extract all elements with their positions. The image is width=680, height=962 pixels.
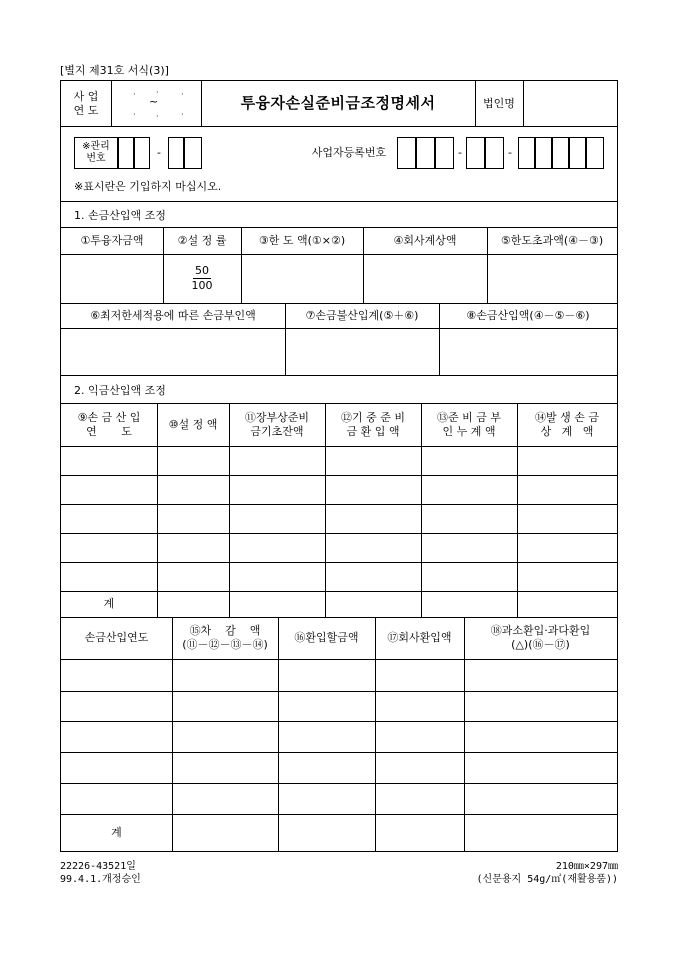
divider xyxy=(517,403,518,617)
s2-header-year: 손금산입연도 xyxy=(84,631,149,645)
mgmt-no-box-4[interactable] xyxy=(184,137,202,169)
reg-no-dash-2: - xyxy=(508,146,512,160)
s1-header-8: ⑧손금산입액(④－⑤－⑥) xyxy=(466,308,590,322)
s2-header-9: ⑨손 금 산 입 연 도 xyxy=(77,410,141,438)
business-year-tilde: ~ xyxy=(149,95,159,108)
s2-header-13: ⑬준 비 금 부 인 누 계 액 xyxy=(437,410,501,438)
s1-header-2: ②설 정 률 xyxy=(177,233,227,247)
divider xyxy=(61,446,617,447)
mgmt-no-label: ※관리 번호 xyxy=(82,140,110,164)
s2-total-label: 계 xyxy=(103,597,115,611)
section2-title: 2. 익금산입액 조정 xyxy=(74,384,166,397)
footer-right-1: 210㎜×297㎜ xyxy=(555,861,618,872)
corp-name-label: 법인명 xyxy=(483,96,515,110)
rate-value xyxy=(163,254,241,303)
reg-no-box-8[interactable] xyxy=(552,137,569,169)
divider xyxy=(163,227,164,303)
rate-denominator: 100 xyxy=(191,279,213,292)
form-title: 투융자손실준비금조정명세서 xyxy=(240,94,436,113)
mgmt-no-box-2[interactable] xyxy=(134,137,150,169)
divider xyxy=(61,504,617,505)
business-year-label: 사 업 연 도 xyxy=(73,89,99,117)
footer-left-2: 99.4.1.개정승인 xyxy=(60,874,141,885)
s1-header-7: ⑦손금불산입계(⑤＋⑥) xyxy=(305,308,419,322)
divider xyxy=(421,403,422,617)
divider xyxy=(61,691,617,692)
reg-no-box-4[interactable] xyxy=(466,137,485,169)
divider xyxy=(278,617,279,851)
s2-header-18: ⑱과소환입·과다환입 (△)(⑯－⑰) xyxy=(490,624,591,651)
business-year-field[interactable]: · · · · · · ~ xyxy=(133,88,184,121)
divider xyxy=(61,752,617,753)
form-frame xyxy=(60,80,618,852)
s2-header-14: ⑭발 생 손 금 상 계 액 xyxy=(535,410,599,438)
mgmt-no-box-3[interactable] xyxy=(168,137,184,169)
divider xyxy=(61,375,617,376)
reg-no-box-7[interactable] xyxy=(535,137,552,169)
form-number-label: [별지 제31호 서식(3)] xyxy=(60,64,169,77)
divider xyxy=(61,659,617,660)
s2-header-11: ⑪장부상준비 금기초잔액 xyxy=(244,410,310,438)
mgmt-no-dash: - xyxy=(157,146,161,160)
divider xyxy=(325,403,326,617)
divider xyxy=(61,783,617,784)
divider xyxy=(61,254,617,255)
reg-no-box-2[interactable] xyxy=(416,137,435,169)
rate-numerator: 50 xyxy=(195,264,209,278)
reg-no-box-3[interactable] xyxy=(435,137,454,169)
reg-no-box-5[interactable] xyxy=(485,137,504,169)
s1-header-6: ⑥최저한세적용에 따른 손금부인액 xyxy=(90,308,256,322)
divider xyxy=(61,126,617,127)
divider xyxy=(61,475,617,476)
divider xyxy=(61,328,617,329)
s1-header-4: ④회사계상액 xyxy=(393,233,457,247)
divider xyxy=(439,303,440,375)
divider xyxy=(375,617,376,851)
reg-no-box-10[interactable] xyxy=(586,137,604,169)
divider xyxy=(285,303,286,375)
mgmt-no-box-1[interactable] xyxy=(118,137,134,169)
s2-header-16: ⑯환입할금액 xyxy=(294,631,359,645)
divider xyxy=(157,403,158,617)
divider xyxy=(61,201,617,202)
s1-header-3: ③한 도 액(①×②) xyxy=(258,233,346,247)
reg-no-box-1[interactable] xyxy=(397,137,416,169)
mgmt-note: ※표시란은 기입하지 마십시오. xyxy=(74,180,222,193)
divider xyxy=(464,617,465,851)
section1-title: 1. 손금산입액 조정 xyxy=(74,209,166,222)
divider xyxy=(61,721,617,722)
divider xyxy=(172,617,173,851)
reg-no-label: 사업자등록번호 xyxy=(311,146,387,160)
divider xyxy=(241,227,242,303)
reg-no-box-6[interactable] xyxy=(518,137,535,169)
corp-name-field[interactable] xyxy=(523,81,617,126)
divider xyxy=(61,562,617,563)
footer-right-2: (신문용지 54g/㎡(재활용품)) xyxy=(476,874,618,885)
s2-header-15: ⑮차 감 액 (⑪－⑫－⑬－⑭) xyxy=(182,624,268,651)
s1-header-5: ⑤한도초과액(④－③) xyxy=(500,233,604,247)
s2-header-12: ⑫기 중 준 비 금 환 입 액 xyxy=(341,410,405,438)
s2-header-17: ⑰회사환입액 xyxy=(387,631,452,645)
s2-header-10: ⑩설 정 액 xyxy=(168,417,218,431)
footer-left-1: 22226-43521일 xyxy=(60,861,136,872)
divider xyxy=(363,227,364,303)
divider xyxy=(229,403,230,617)
reg-no-box-9[interactable] xyxy=(569,137,586,169)
s2-total-label-2: 계 xyxy=(111,825,122,839)
reg-no-dash-1: - xyxy=(458,146,462,160)
divider xyxy=(61,533,617,534)
divider xyxy=(487,227,488,303)
s1-header-1: ①투융자금액 xyxy=(80,233,144,247)
